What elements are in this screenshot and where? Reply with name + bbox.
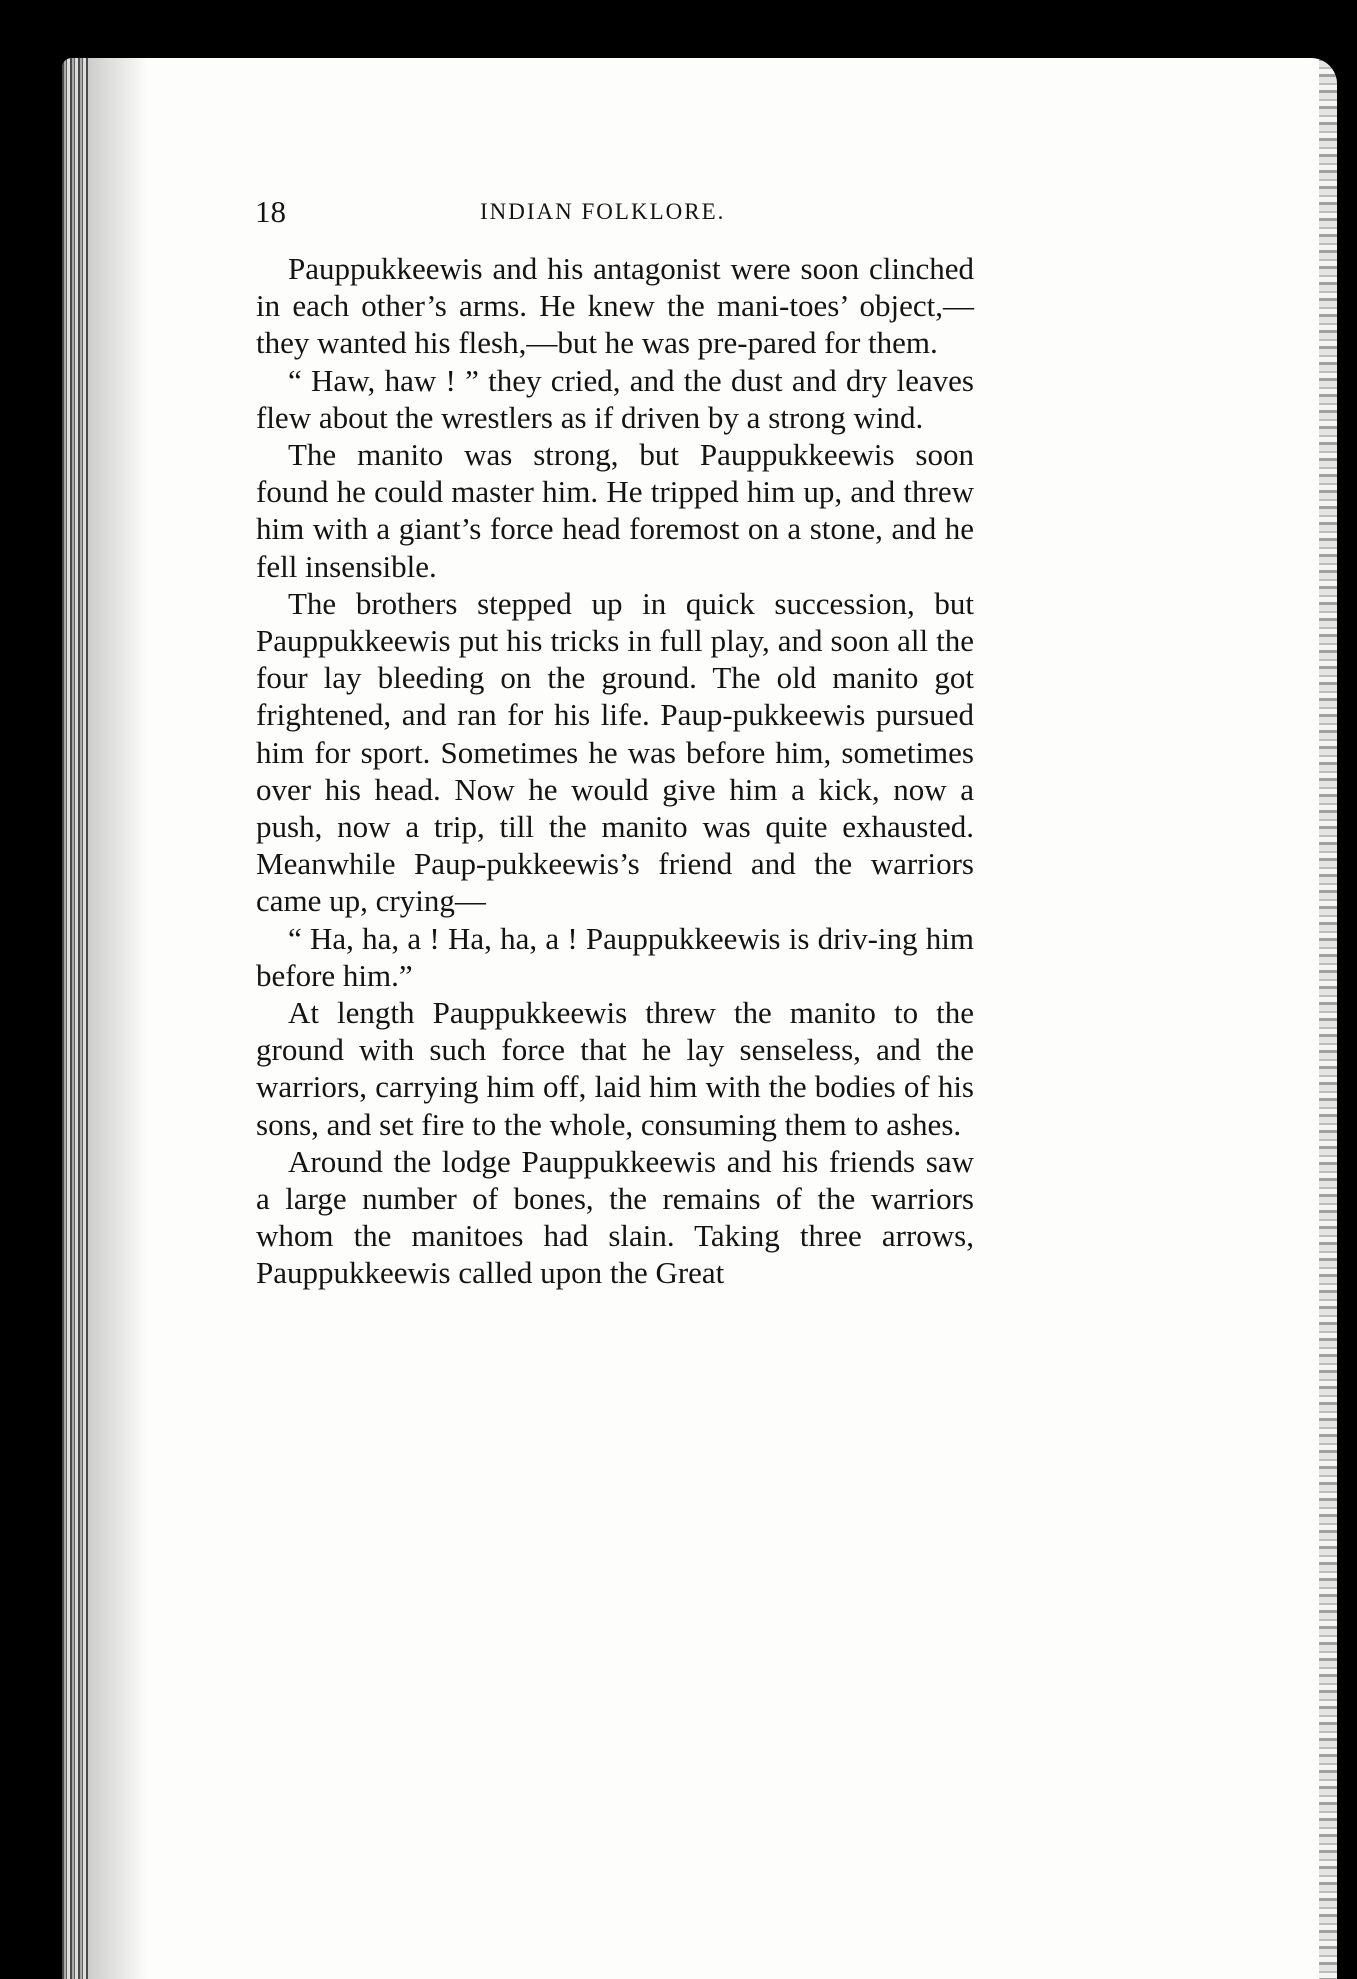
page-number: 18 bbox=[255, 194, 286, 229]
paragraph: Pauppukkeewis and his antagonist were soon clinched in each other’s arms. He knew the mani-toes’ object,—they wanted his flesh,—but he was pre-pared for them. bbox=[256, 251, 974, 361]
paragraph: The brothers stepped up in quick succession, but Pauppukkeewis put his tricks in full play, and soon all the four lay bleeding on the ground. The old manito got frightened, and ran for his life. Paup-pukkeewis pursued him for sport. Sometimes he was before him, sometimes over his head. Now he would give him a kick, now a push, now a trip, till the manito was quite exhausted. Meanwhile Paup-pukkeewis’s friend and the warriors came up, crying— bbox=[256, 585, 974, 919]
paragraph: At length Pauppukkeewis threw the manito to the ground with such force that he lay senseless, and the warriors, carrying him off, laid him with the bodies of his sons, and set fire to the whole, consuming them to ashes. bbox=[256, 995, 974, 1142]
paragraph: “ Haw, haw ! ” they cried, and the dust and dry leaves flew about the wrestlers as if driven by a strong wind. bbox=[256, 362, 974, 435]
page-edge bbox=[1319, 58, 1337, 1979]
paragraph: Around the lodge Pauppukkeewis and his friends saw a large number of bones, the remains of the warriors whom the manitoes had slain. Taking three arrows, Pauppukkeewis called upon the Great bbox=[256, 1143, 974, 1291]
paragraph: The manito was strong, but Pauppukkeewis soon found he could master him. He tripped him up, and threw him with a giant’s force head foremost on a stone, and he fell insensible. bbox=[256, 437, 974, 584]
body-text bbox=[256, 250, 974, 1292]
binding-edge bbox=[62, 58, 88, 1979]
paragraph: “ Ha, ha, a ! Ha, ha, a ! Pauppukkeewis is driv-ing him before him.” bbox=[256, 920, 974, 993]
running-head: INDIAN FOLKLORE. bbox=[480, 199, 726, 224]
gutter-shadow bbox=[88, 58, 148, 1979]
page-header bbox=[255, 192, 975, 232]
